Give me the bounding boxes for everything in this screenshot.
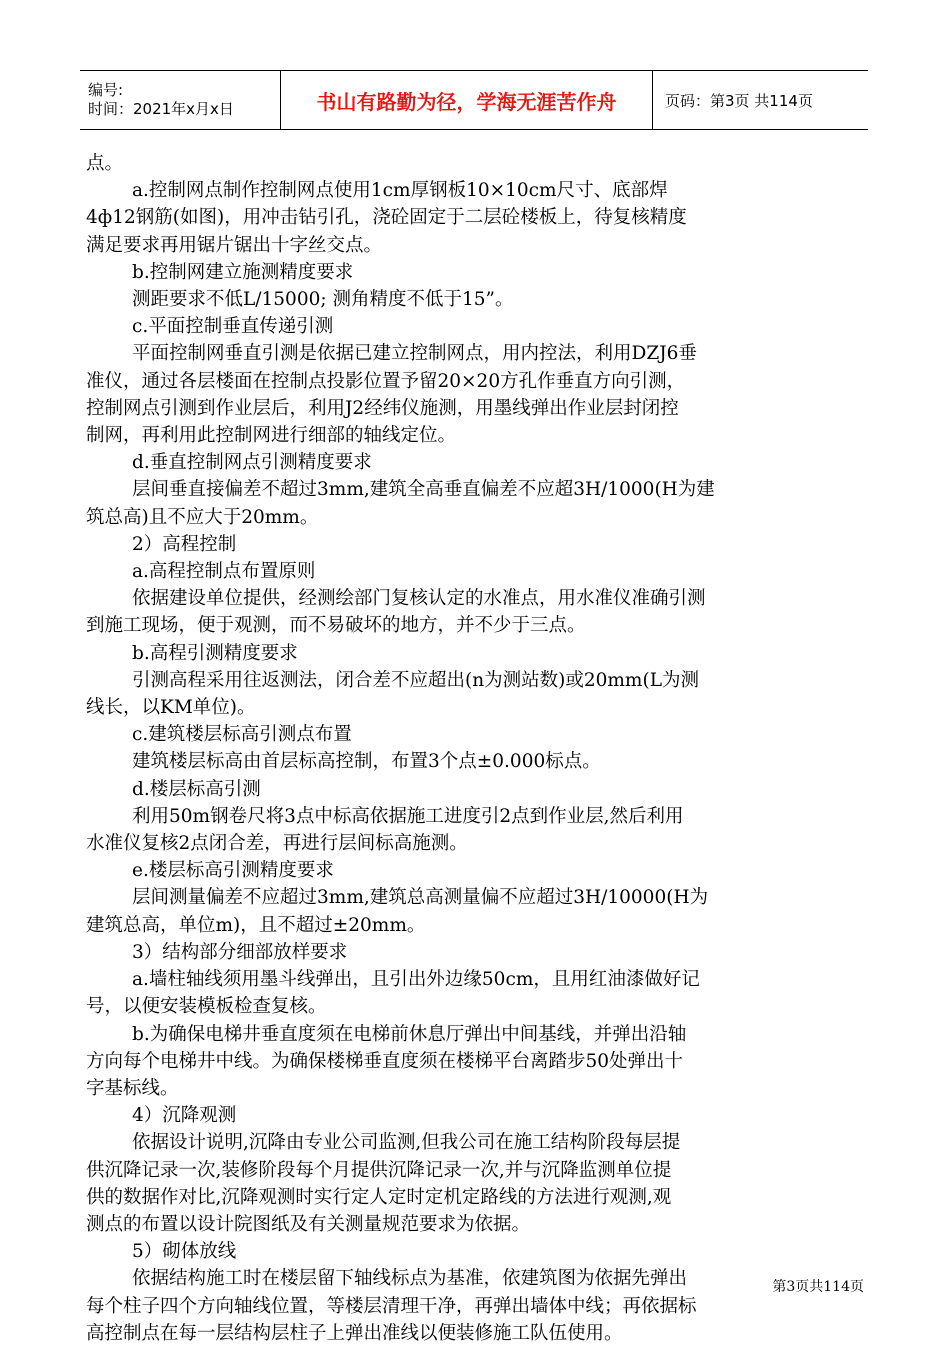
text-line: 依据结构施工时在楼层留下轴线标点为基准，依建筑图为依据先弹出 bbox=[132, 1268, 688, 1290]
text-line: 3）结构部分细部放样要求 bbox=[132, 941, 348, 963]
text-line: 供沉降记录一次,装修阶段每个月提供沉降记录一次,并与沉降监测单位提 bbox=[86, 1159, 672, 1181]
text-line: c.建筑楼层标高引测点布置 bbox=[132, 724, 352, 746]
text-line: a.高程控制点布置原则 bbox=[132, 561, 316, 583]
text-line: 字基标线。 bbox=[86, 1077, 179, 1099]
text-line: 2）高程控制 bbox=[132, 533, 237, 555]
text-line: 利用50m钢卷尺将3点中标高依据施工进度引2点到作业层,然后利用 bbox=[132, 805, 684, 827]
text-line: 建筑楼层标高由首层标高控制，布置3个点±0.000标点。 bbox=[132, 751, 601, 773]
text-line: 5）砌体放线 bbox=[132, 1241, 237, 1263]
text-line: e.楼层标高引测精度要求 bbox=[132, 860, 334, 882]
text-line: 水准仪复核2点闭合差，再进行层间标高施测。 bbox=[86, 833, 468, 855]
text-line: a.墙柱轴线须用墨斗线弹出，且引出外边缘50cm，且用红油漆做好记 bbox=[132, 969, 700, 991]
text-line: 满足要求再用锯片锯出十字丝交点。 bbox=[86, 234, 383, 256]
text-line: 4ф12钢筋(如图)，用冲击钻引孔，浇砼固定于二层砼楼板上，待复核精度 bbox=[86, 207, 687, 229]
text-line: b.高程引测精度要求 bbox=[132, 642, 298, 664]
document-body bbox=[86, 150, 866, 1347]
text-line: 层间垂直接偏差不超过3mm,建筑全高垂直偏差不应超3H/1000(H为建 bbox=[132, 479, 715, 501]
text-line: 控制网点引测到作业层后，利用J2经纬仪施测，用墨线弹出作业层封闭控 bbox=[86, 397, 679, 419]
text-line: 建筑总高，单位m)，且不超过±20mm。 bbox=[86, 914, 426, 936]
text-line: 筑总高)且不应大于20mm。 bbox=[86, 506, 319, 528]
page-header bbox=[80, 70, 868, 130]
text-line: 供的数据作对比,沉降观测时实行定人定时定机定路线的方法进行观测,观 bbox=[86, 1186, 672, 1208]
header-meta bbox=[80, 71, 281, 129]
text-line: c.平面控制垂直传递引测 bbox=[132, 316, 334, 338]
text-line: 准仪，通过各层楼面在控制点投影位置予留20×20方孔作垂直方向引测， bbox=[86, 370, 686, 392]
text-line: 点。 bbox=[86, 153, 124, 174]
text-line: 4）沉降观测 bbox=[132, 1105, 237, 1127]
text-line: 平面控制网垂直引测是依据已建立控制网点，用内控法，利用DZJ6垂 bbox=[132, 343, 697, 365]
text-line: b.为确保电梯井垂直度须在电梯前休息厅弹出中间基线，并弹出沿轴 bbox=[132, 1023, 687, 1045]
document-number-label: 编号: bbox=[88, 81, 124, 99]
page-footer: 第3页共114页 bbox=[772, 1279, 864, 1295]
text-line: d.楼层标高引测 bbox=[132, 778, 261, 800]
text-line: 号，以便安装模板检查复核。 bbox=[86, 996, 327, 1018]
text-line: 测点的布置以设计院图纸及有关测量规范要求为依据。 bbox=[86, 1213, 531, 1235]
text-line: b.控制网建立施测精度要求 bbox=[132, 261, 354, 283]
text-line: 方向每个电梯井中线。为确保楼梯垂直度须在楼梯平台离踏步50处弹出十 bbox=[86, 1050, 684, 1072]
text-line: 引测高程采用往返测法，闭合差不应超出(n为测站数)或20mm(L为测 bbox=[132, 669, 699, 691]
text-line: d.垂直控制网点引测精度要求 bbox=[132, 452, 372, 474]
text-line: 测距要求不低L/15000; 测角精度不低于15”。 bbox=[132, 289, 514, 311]
text-line: 线长，以KM单位)。 bbox=[86, 697, 256, 719]
text-line: 制网，再利用此控制网进行细部的轴线定位。 bbox=[86, 425, 457, 447]
text-line: 依据设计说明,沉降由专业公司监测,但我公司在施工结构阶段每层提 bbox=[132, 1132, 681, 1154]
header-motto: 书山有路勤为径，学海无涯苦作舟 bbox=[281, 71, 653, 129]
text-line: 每个柱子四个方向轴线位置，等楼层清理干净，再弹出墙体中线；再依据标 bbox=[86, 1295, 697, 1317]
text-line: a.控制网点制作控制网点使用1cm厚钢板10×10cm尺寸、底部焊 bbox=[132, 180, 668, 202]
text-line: 高控制点在每一层结构层柱子上弹出准线以便装修施工队伍使用。 bbox=[86, 1322, 623, 1344]
text-line: 依据建设单位提供，经测绘部门复核认定的水准点，用水准仪准确引测 bbox=[132, 588, 706, 610]
header-page-number: 页码：第3页 共114页 bbox=[665, 91, 813, 110]
text-line: 层间测量偏差不应超过3mm,建筑总高测量偏不应超过3H/10000(H为 bbox=[132, 887, 709, 909]
text-line: 到施工现场，便于观测，而不易破坏的地方，并不少于三点。 bbox=[86, 615, 586, 637]
document-date: 时间：2021年x月x日 bbox=[88, 100, 234, 118]
